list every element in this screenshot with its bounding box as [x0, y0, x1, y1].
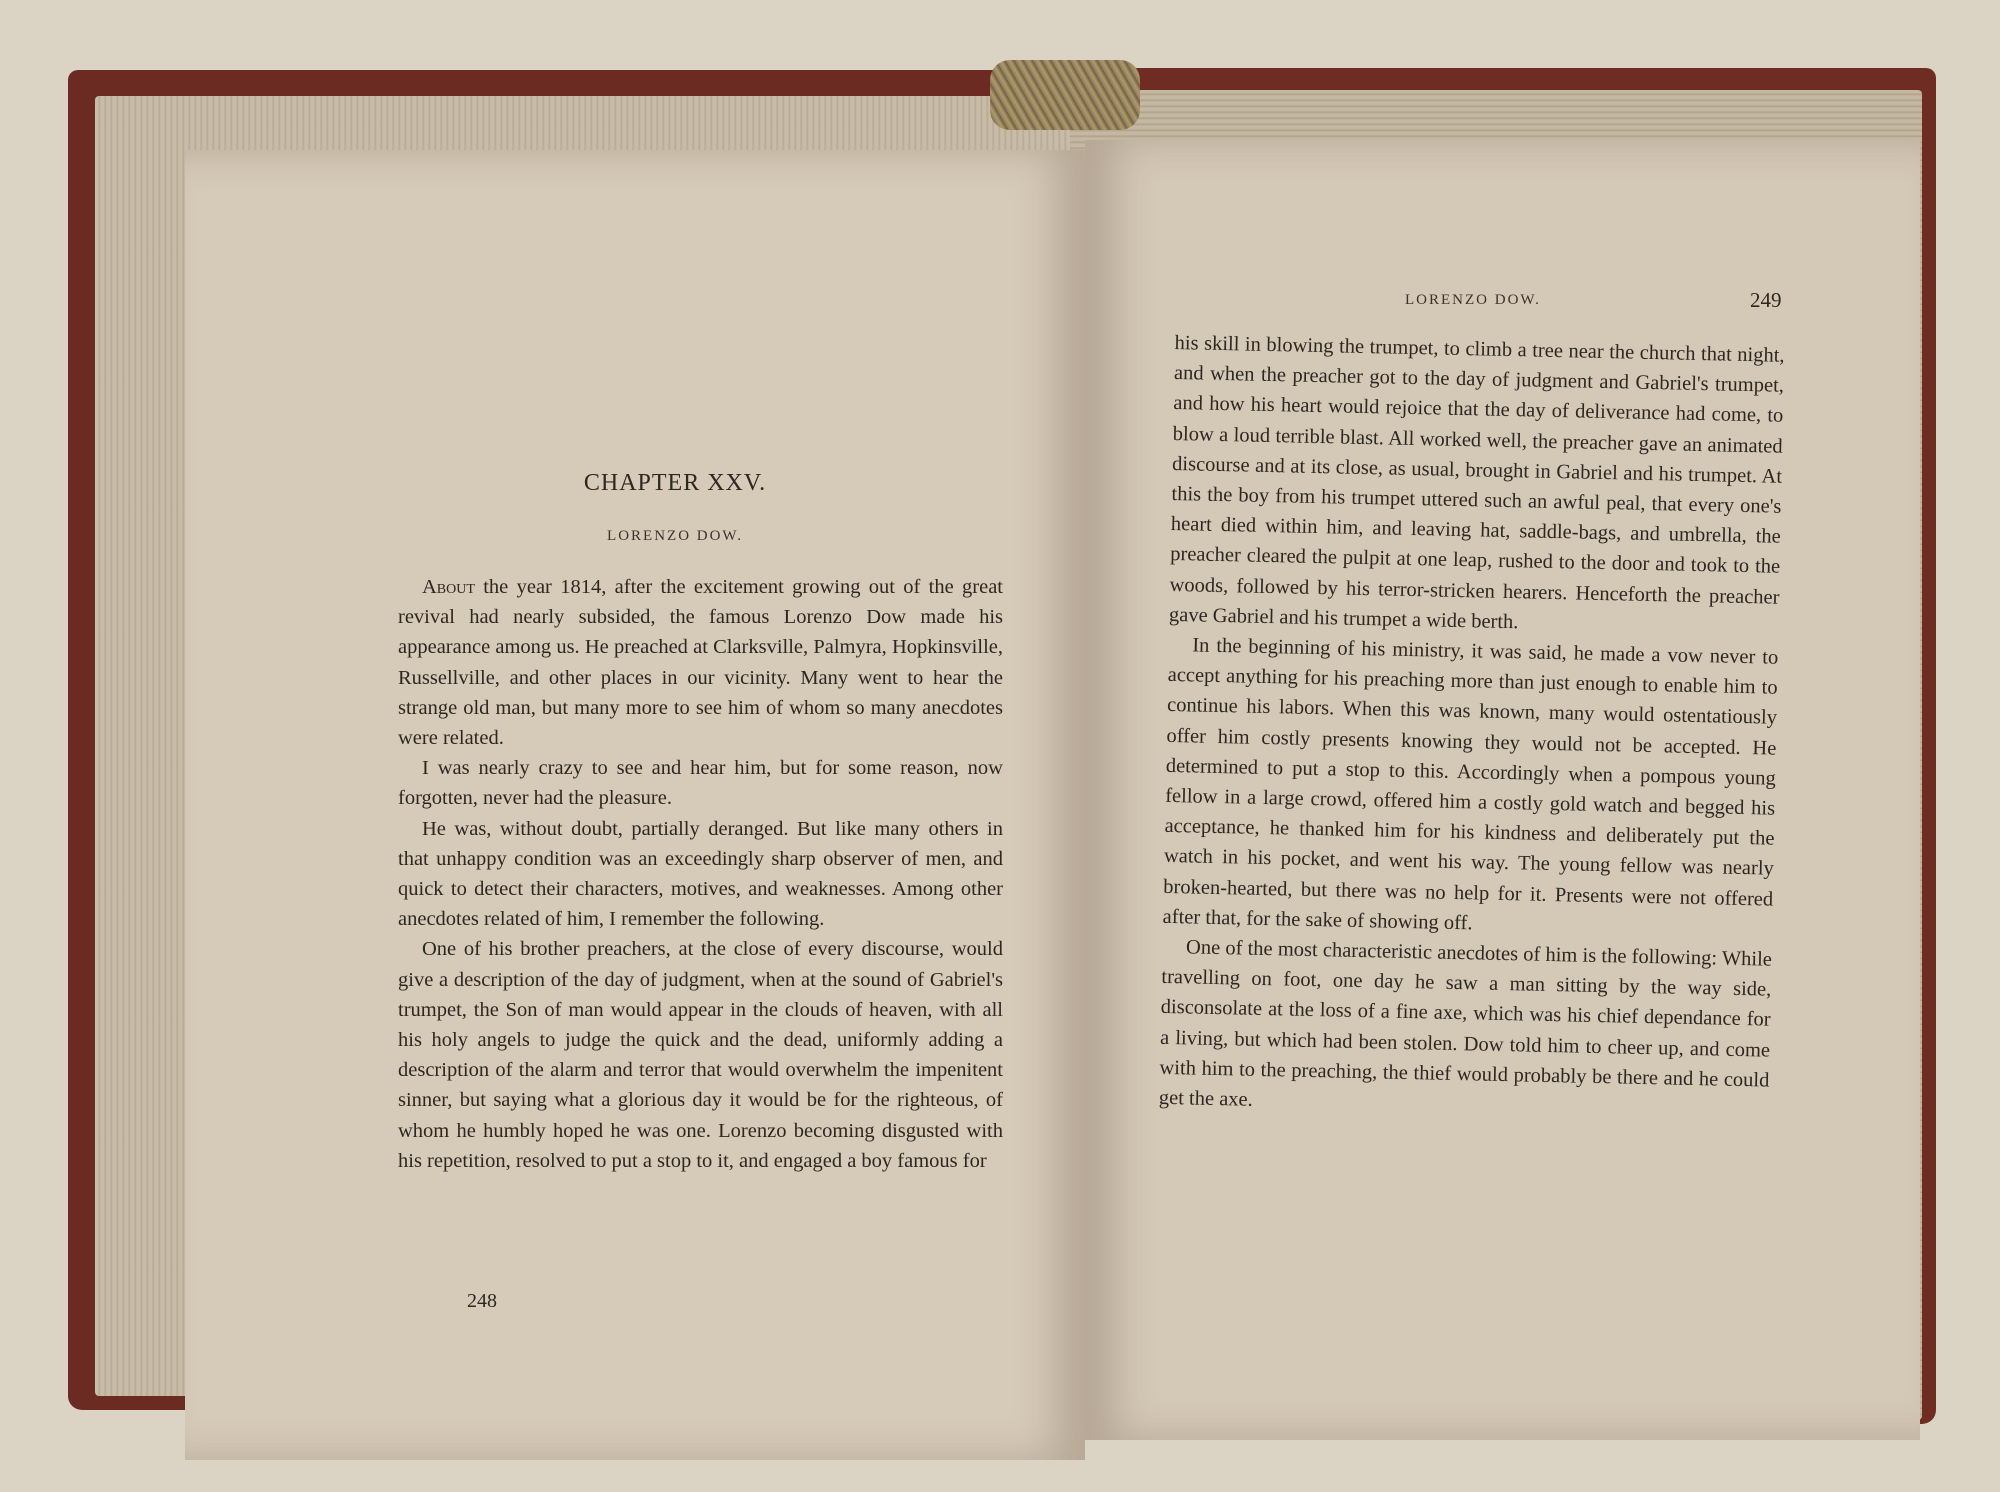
chapter-title: CHAPTER XXV. — [583, 470, 767, 496]
page-number-right: 249 — [1750, 288, 1782, 312]
right-page — [1085, 140, 1920, 1440]
right-page-body — [1159, 328, 1785, 1126]
paragraph: About the year 1814, after the excitement growing out of the great revival had nearly subsided, the famous Lorenzo Dow made his appearance among us. He preached at Clarksville, Palmyra, Hopkinsville, Russellville, and other places in our vicinity. Many went to hear the strange old man, but many more to see him of whom so many anecdotes were related. — [398, 576, 1003, 750]
paragraph: his skill in blowing the trumpet, to climb a tree near the church that night, and when the preacher got to the day of judgment and Gabriel's trumpet, and how his heart would rejoice that the day of deliverance had come, to blow a loud terrible blast. All worked well, the preacher gave an animated discourse and at its close, as usual, brought in Gabriel and his trumpet. At this the boy from his trumpet uttered such an awful peal, that every one's heart died within him, and leaving hat, saddle-bags, and umbrella, the preacher cleared the pulpit at one leap, rushed to the door and took to the woods, followed by his terror-stricken hearers. Henceforth the preacher gave Gabriel and his trumpet a wide berth. — [1168, 331, 1785, 634]
paragraph: One of his brother preachers, at the close of every discourse, would give a description of the day of judgment, when at the sound of Gabriel's trumpet, the Son of man would appear in the clouds of heaven, with all his holy angels to judge the quick and the dead, uniformly adding a description of the alarm and terror that would overwhelm the impenitent sinner, but saying what a glorious day it would be for the righteous, of whom he humbly hoped he was one. Lorenzo becoming disgusted with his repetition, resolved to put a stop to it, and engaged a boy famous for — [398, 938, 1003, 1172]
paragraph: In the beginning of his ministry, it was said, he made a vow never to accept anything for his preaching more than just enough to enable him to continue his labors. When this was known, many would ostentatiously offer him costly presents knowing they would not be accepted. He determined to put a stop to this. Accordingly when a pompous young fellow in a large crowd, offered him a costly gold watch and begged his acceptance, he thanked him for his kindness and deliberately put the watch in his pocket, and went his way. The young fellow was nearly broken-hearted, but there was no help for it. Presents were not offered after that, for the sake of showing off. — [1162, 634, 1779, 935]
left-page — [185, 150, 1085, 1460]
paragraph: He was, without doubt, partially deranged. But like many others in that unhappy condition was an exceedingly sharp observer of men, and quick to detect their characters, motives, and weaknesses. Among other anecdotes related of him, I remember the following. — [398, 817, 1003, 931]
running-head: LORENZO DOW. — [1405, 292, 1541, 308]
paragraph: I was nearly crazy to see and hear him, but for some reason, now forgotten, never had the pleasure. — [398, 757, 1003, 810]
chapter-subtitle: LORENZO DOW. — [607, 528, 743, 544]
paragraph: One of the most characteristic anecdotes of him is the following: While travelling on foot, one day he saw a man sitting by the way side, disconsolate at the loss of a fine axe, which was his chief dependance for a living, but which had been stolen. Dow told him to cheer up, and come with him to the preaching, the thief would probably be there and he could get the axe. — [1158, 936, 1773, 1111]
page-number-left: 248 — [467, 1290, 497, 1312]
left-page-body — [398, 572, 1003, 1176]
lead-word: About — [422, 576, 475, 598]
book-spine-stitching — [990, 60, 1140, 130]
